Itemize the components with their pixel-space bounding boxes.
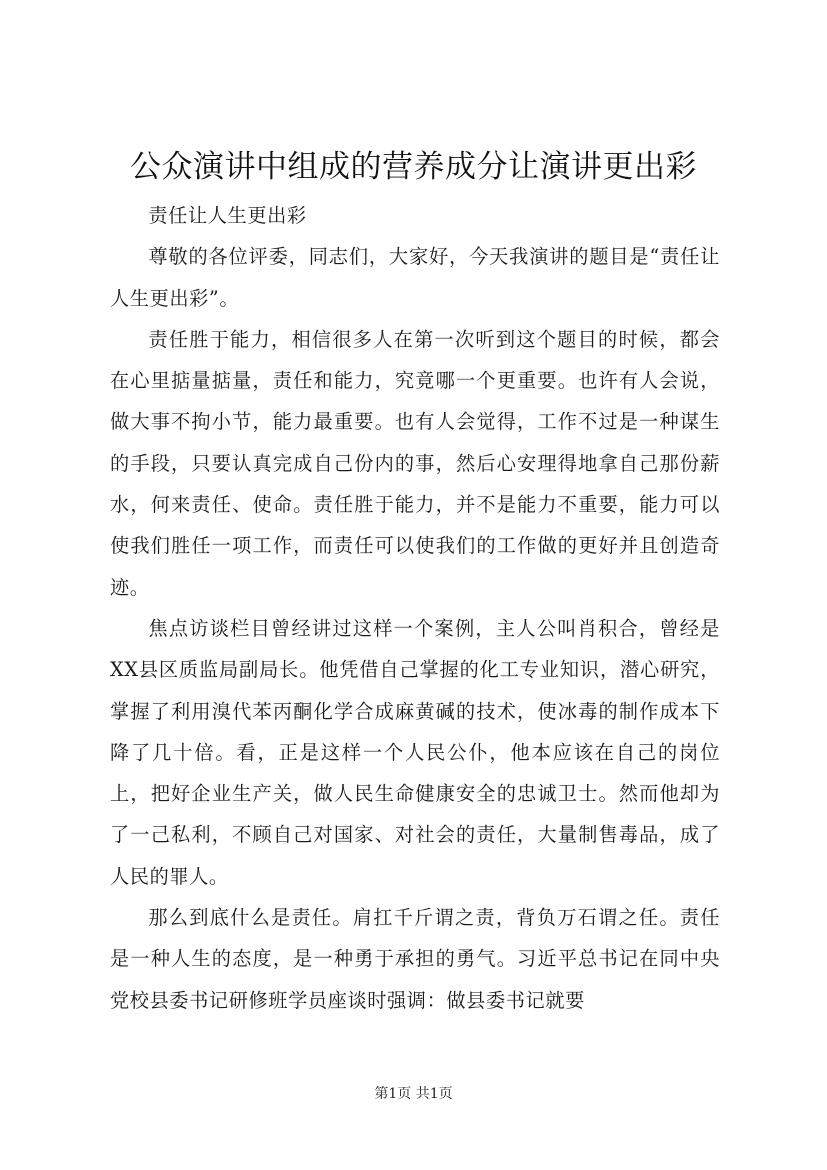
page-footer: 第1页 共1页 [374, 1086, 453, 1102]
paragraph-subtitle: 责任让人生更出彩 [148, 204, 307, 227]
document-body [110, 195, 720, 1021]
paragraph-greeting: 尊敬的各位评委，同志们，大家好，今天我演讲的题目是“责任让人生更出彩”。 [110, 245, 720, 310]
paragraph-case-study: 焦点访谈栏目曾经讲过这样一个案例，主人公叫肖积合，曾经是XX县区质监局副局长。他凭借自己掌握的化工专业知识，潜心研究，掌握了利用溴代苯丙酮化学合成麻黄碱的技术，使冰毒的制作成本下降了几十倍。看，正是这样一个人民公仆，他本应该在自己的岗位上，把好企业生产关，做人民生命健康安全的忠诚卫士。然而他却为了一己私利，不顾自己对国家、对社会的责任，大量制售毒品，成了人民的罪人。 [110, 616, 720, 888]
document-title: 公众演讲中组成的营养成分让演讲更出彩 [130, 149, 697, 185]
paragraph-responsibility-vs-ability: 责任胜于能力，相信很多人在第一次听到这个题目的时候，都会在心里掂量掂量，责任和能力，究竟哪一个更重要。也许有人会说，做大事不拘小节，能力最重要。也有人会觉得，工作不过是一种谋生的手段，只要认真完成自己份内的事，然后心安理得地拿自己那份薪水，何来责任、使命。责任胜于能力，并不是能力不重要，能力可以使我们胜任一项工作，而责任可以使我们的工作做的更好并且创造奇迹。 [110, 327, 720, 599]
paragraph-definition: 那么到底什么是责任。肩扛千斤谓之责，背负万石谓之任。责任是一种人生的态度，是一种勇于承担的勇气。习近平总书记在同中央党校县委书记研修班学员座谈时强调：做县委书记就要 [110, 906, 720, 1012]
